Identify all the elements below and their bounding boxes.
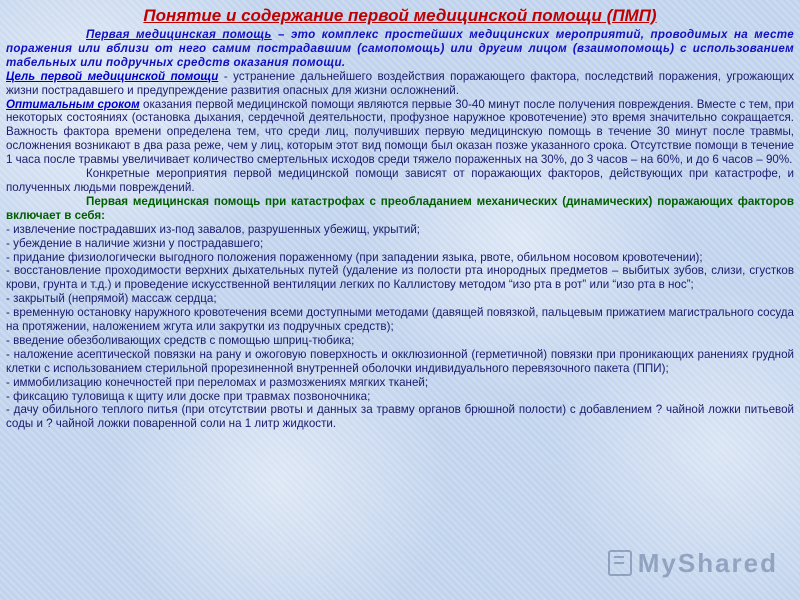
timing-term: Оптимальным сроком [6,97,140,111]
list-item: - временную остановку наружного кровотечения всеми доступными методами (давящей повязкой, пальцевым прижатием магистрального сосуда на протяжении, наложением жгута или закрутки из подручных средств); [6,306,794,334]
list-item: - иммобилизацию конечностей при переломах и размозжениях мягких тканей; [6,375,429,389]
slide [6,6,794,431]
timing-text: оказания первой медицинской помощи являются первые 30-40 минут после получения повреждения. Вместе с тем, при некоторых состояниях (остановка дыхания, сердечной деятельности, профузное наружное кровотечение) это время значительно сокращается. Важность фактора времени определена тем, что среди лиц, получивших первую медицинскую помощь в течение 30 минут после травмы, осложнения возникают в два раза реже, чем у лиц, которым этот вид помощи был оказан позже указанного срока. Отсутствие помощи в течение 1 часа после травмы увеличивает количество смертельных исходов среди тяжело пораженных на 30%, до 3 часов – на 60%, и до 6 часов – 90%. [6,97,794,167]
definition-term: Первая медицинская помощь [86,28,272,41]
list-item: - извлечение пострадавших из-под завалов, разрушенных убежищ, укрытий; [6,222,421,236]
definition-text: – это комплекс простейших медицинских мероприятий, проводимых на месте поражения или вблизи от него самим пострадавшим (самопомощь) или другим лицом (взаимопомощь) с использованием табельных или подручных средств оказания помощи. [6,28,795,69]
specific-paragraph: Конкретные мероприятия первой медицинской помощи зависят от поражающих факторов, действующих при катастрофе, и полученных людьми повреждений. [6,167,794,194]
list-item: - фиксацию туловища к щиту или доске при травмах позвоночника; [6,389,371,403]
goal-text: - устранение дальнейшего воздействия поражающего фактора, последствий поражения, угрожающих жизни пострадавшего и предупреждение развития опасных для жизни осложнений. [6,69,794,97]
list-item: - закрытый (непрямой) массаж сердца; [6,292,217,306]
list-heading: Первая медицинская помощь при катастрофах с преобладанием механических (динамических) поражающих факторов включает в себя: [6,194,794,222]
watermark-logo [608,540,778,586]
goal-term: Цель первой медицинской помощи [6,69,219,83]
list-item: - дачу обильного теплого питья (при отсутствии рвоты и данных за травму органов брюшной полости) с добавлением ? чайной ложки питьевой соды и ? чайной ложки поваренной соли на 1 литр жидкости. [6,403,794,431]
goal-paragraph [6,70,794,98]
page-title: Понятие и содержание первой медицинской помощи (ПМП) [143,6,657,25]
presentation-icon [608,550,632,576]
list-item: - придание физиологически выгодного положения пораженному (при западении языка, рвоте, обильном носовом кровотечении); [6,250,703,264]
definition-paragraph [6,28,794,70]
measures-list [6,223,794,432]
timing-paragraph [6,98,794,168]
watermark-text: MyShared [637,547,778,578]
list-item: - восстановление проходимости верхних дыхательных путей (удаление из полости рта инородных предметов – выбитых зубов, слизи, сгустков крови, грунта и т.д.) и проведение искусственной вентиляции легких по Каллистову методом “изо рта в рот” или “изо рта в нос”; [6,264,794,292]
list-item: - наложение асептической повязки на рану и ожоговую поверхность и окклюзионной (герметичной) повязки при проникающих ранениях грудной клетки с использованием стерильной прорезиненной внутренней оболочки индивидуального перевязочного пакета (ППИ); [6,347,794,375]
slide-content [6,28,794,431]
list-item: - убеждение в наличие жизни у пострадавшего; [6,236,264,250]
list-item: - введение обезболивающих средств с помощью шприц-тюбика; [6,333,355,347]
